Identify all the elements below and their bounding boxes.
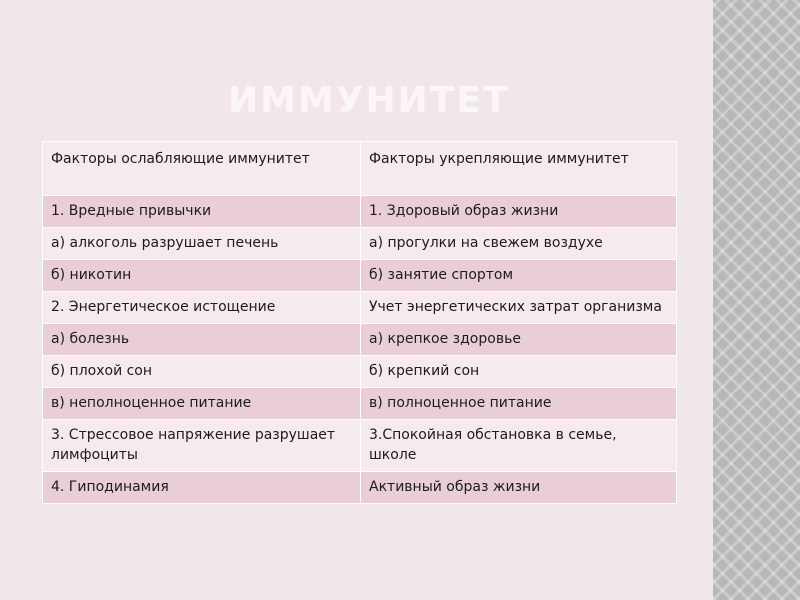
table-header-row [43,142,677,196]
weakening-factor-cell: б) никотин [43,260,361,292]
weakening-factor-cell: 3. Стрессовое напряжение разрушает лимфоциты [43,420,361,472]
table-row [43,356,677,388]
factors-table [42,141,677,504]
weakening-factor-cell: а) болезнь [43,324,361,356]
strengthening-factor-cell: Активный образ жизни [361,472,677,504]
table-row [43,196,677,228]
weakening-factor-cell: 1. Вредные привычки [43,196,361,228]
header-weakening-factors: Факторы ослабляющие иммунитет [43,142,361,196]
table-row [43,472,677,504]
table-row [43,420,677,472]
weakening-factor-cell: 4. Гиподинамия [43,472,361,504]
side-pattern-decoration [713,0,800,600]
table-row [43,388,677,420]
strengthening-factor-cell: б) крепкий сон [361,356,677,388]
table-row [43,292,677,324]
table-row [43,324,677,356]
strengthening-factor-cell: б) занятие спортом [361,260,677,292]
strengthening-factor-cell: а) крепкое здоровье [361,324,677,356]
strengthening-factor-cell: в) полноценное питание [361,388,677,420]
slide-title: ИММУНИТЕТ [228,80,510,121]
strengthening-factor-cell: а) прогулки на свежем воздухе [361,228,677,260]
weakening-factor-cell: а) алкоголь разрушает печень [43,228,361,260]
table-row [43,228,677,260]
strengthening-factor-cell: Учет энергетических затрат организма [361,292,677,324]
strengthening-factor-cell: 1. Здоровый образ жизни [361,196,677,228]
weakening-factor-cell: 2. Энергетическое истощение [43,292,361,324]
table-row [43,260,677,292]
weakening-factor-cell: в) неполноценное питание [43,388,361,420]
strengthening-factor-cell: 3.Спокойная обстановка в семье, школе [361,420,677,472]
weakening-factor-cell: б) плохой сон [43,356,361,388]
header-strengthening-factors: Факторы укрепляющие иммунитет [361,142,677,196]
